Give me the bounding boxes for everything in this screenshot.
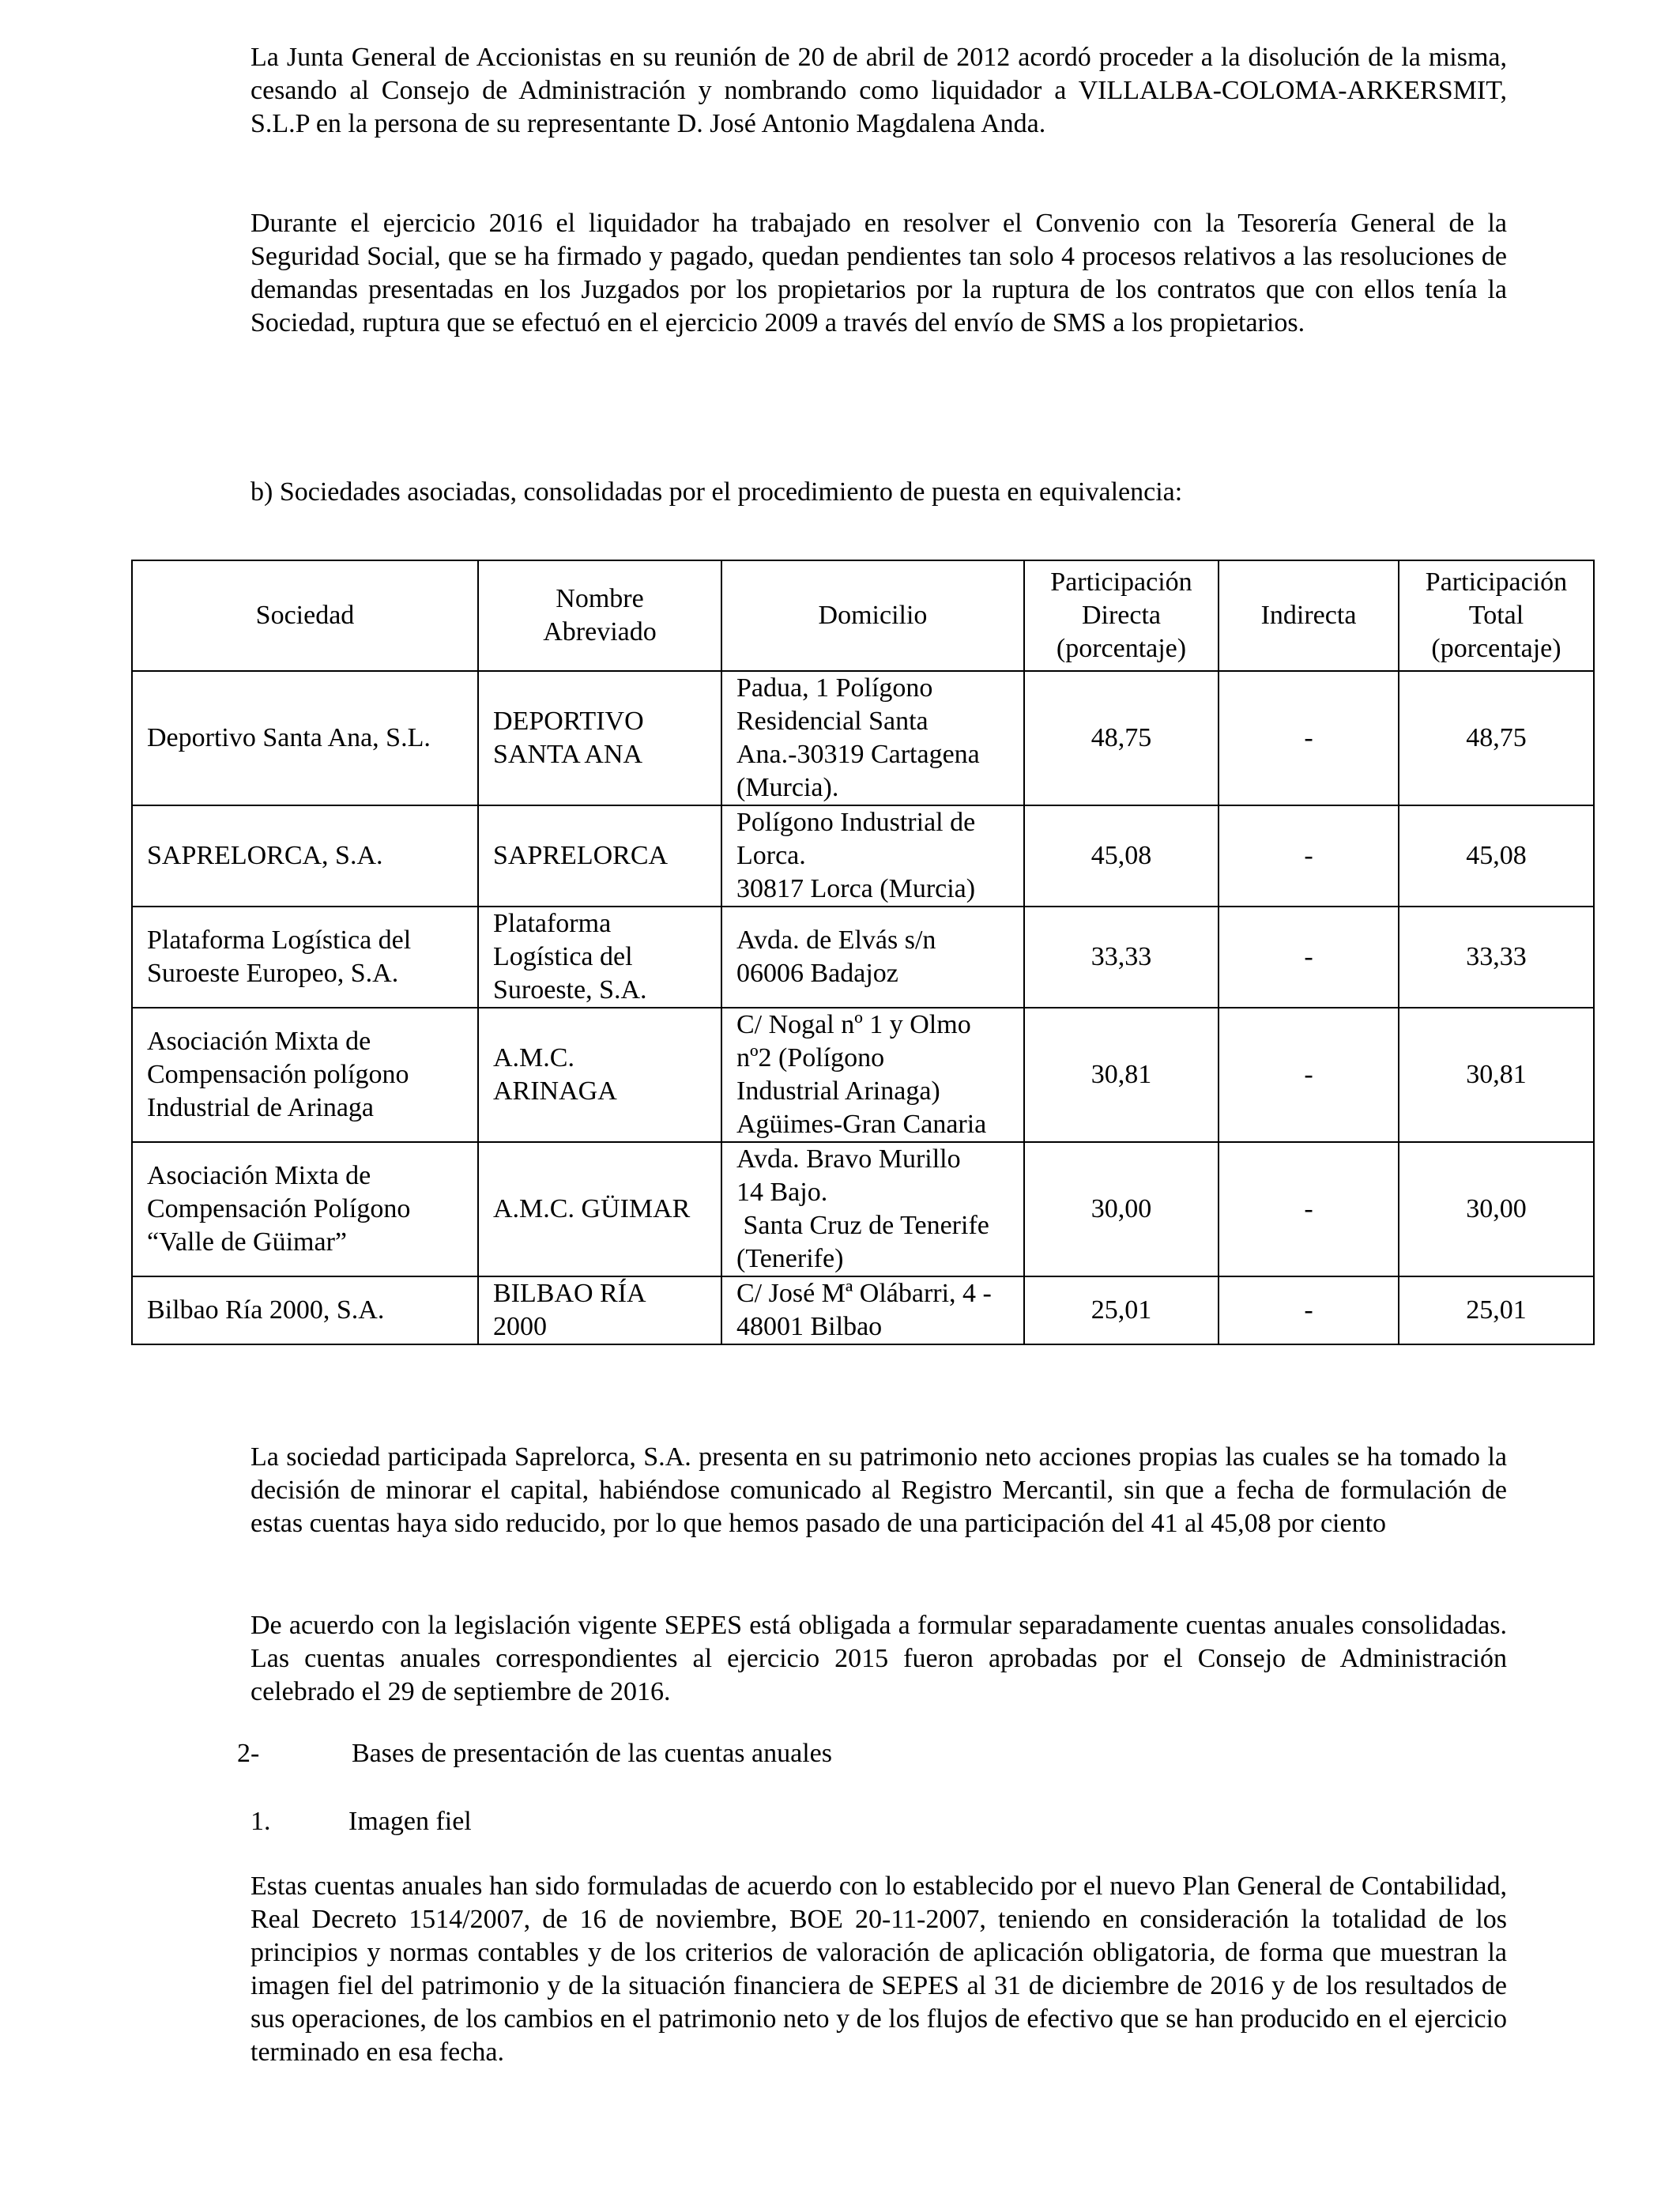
cell-domicilio-line: Polígono Industrial de	[736, 808, 976, 837]
cell-sociedad	[132, 671, 478, 805]
header-line: Directa	[1081, 601, 1162, 630]
header-domicilio: Domicilio	[721, 560, 1024, 671]
section-2-1-number: 1.	[250, 1807, 271, 1836]
cell-indirecta: -	[1219, 907, 1399, 1008]
section-2-1-title: Imagen fiel	[348, 1807, 472, 1836]
table-row	[132, 1142, 1594, 1276]
cell-domicilio-line: Padua, 1 Polígono	[736, 673, 933, 703]
cell-domicilio-line: 14 Bajo.	[736, 1178, 828, 1207]
cell-nombre-abreviado	[478, 1008, 721, 1142]
cell-domicilio	[721, 805, 1024, 907]
cell-domicilio-line: 48001 Bilbao	[736, 1312, 883, 1341]
cell-domicilio	[721, 1008, 1024, 1142]
cell-domicilio-line: Residencial Santa	[736, 707, 929, 736]
cell-indirecta: -	[1219, 1008, 1399, 1142]
cell-participacion-total: 25,01	[1399, 1276, 1594, 1344]
cell-nombre-abreviado-line: Suroeste, S.A.	[493, 975, 647, 1005]
section-b-intro: b) Sociedades asociadas, consolidadas por el procedimiento de puesta en equivalencia:	[250, 477, 1183, 507]
cell-domicilio-line: Ana.-30319 Cartagena	[736, 740, 980, 769]
header-line: Nombre	[556, 584, 644, 613]
cell-nombre-abreviado-line: SAPRELORCA	[493, 841, 669, 870]
cell-sociedad-line: Asociación Mixta de	[147, 1027, 371, 1056]
cell-indirecta: -	[1219, 671, 1399, 805]
table-row	[132, 671, 1594, 805]
cell-domicilio-line: Avda. Bravo Murillo	[736, 1144, 961, 1174]
header-participacion-directa	[1024, 560, 1219, 671]
cell-participacion-total: 30,00	[1399, 1142, 1594, 1276]
cell-nombre-abreviado-line: A.M.C. GÜIMAR	[493, 1194, 691, 1223]
cell-participacion-total: 45,08	[1399, 805, 1594, 907]
cell-domicilio	[721, 1142, 1024, 1276]
table-row	[132, 805, 1594, 907]
table-header-row	[132, 560, 1594, 671]
cell-domicilio-line: nº2 (Polígono	[736, 1043, 885, 1072]
cell-sociedad-line: Compensación polígono	[147, 1060, 409, 1089]
cell-domicilio-line: (Murcia).	[736, 773, 839, 802]
cell-domicilio	[721, 1276, 1024, 1344]
cell-sociedad	[132, 1008, 478, 1142]
cell-indirecta: -	[1219, 805, 1399, 907]
cell-domicilio-line: Avda. de Elvás s/n	[736, 925, 936, 955]
paragraph-saprelorca: La sociedad participada Saprelorca, S.A. presenta en su patrimonio neto acciones propias las cuales se ha tomado la decisión de minorar el capital, habiéndose comunicado al Registro Mercantil, sin que a fecha de formulación de estas cuentas haya sido reducido, por lo que hemos pasado de una participación del 41 al 45,08 por ciento	[250, 1442, 1507, 1538]
cell-domicilio	[721, 907, 1024, 1008]
cell-domicilio-line: Santa Cruz de Tenerife	[736, 1211, 989, 1240]
cell-nombre-abreviado	[478, 1276, 721, 1344]
cell-sociedad-line: Plataforma Logística del	[147, 925, 412, 955]
section-2-number: 2-	[237, 1739, 260, 1768]
cell-participacion-directa: 33,33	[1024, 907, 1219, 1008]
paragraph-imagen-fiel: Estas cuentas anuales han sido formuladas de acuerdo con lo establecido por el nuevo Plan General de Contabilidad, Real Decreto 1514/2007, de 16 de noviembre, BOE 20-11-2007, teniendo en consideración la totalidad de los principios y normas contables y de los criterios de valoración de aplicación obligatoria, de forma que muestran la imagen fiel del patrimonio y de la situación financiera de SEPES al 31 de diciembre de 2016 y de los resultados de sus operaciones, de los cambios en el patrimonio neto y de los flujos de efectivo que se han producido en el ejercicio terminado en esa fecha.	[250, 1872, 1507, 2067]
table-row	[132, 907, 1594, 1008]
cell-sociedad	[132, 805, 478, 907]
cell-participacion-total: 48,75	[1399, 671, 1594, 805]
cell-sociedad-line: Asociación Mixta de	[147, 1161, 371, 1190]
header-line: Participación	[1425, 567, 1568, 597]
cell-domicilio-line: 30817 Lorca (Murcia)	[736, 874, 976, 903]
cell-nombre-abreviado-line: Plataforma	[493, 909, 612, 938]
cell-nombre-abreviado	[478, 805, 721, 907]
cell-participacion-total: 30,81	[1399, 1008, 1594, 1142]
cell-participacion-total: 33,33	[1399, 907, 1594, 1008]
cell-sociedad	[132, 1276, 478, 1344]
cell-domicilio	[721, 671, 1024, 805]
cell-domicilio-line: (Tenerife)	[736, 1244, 844, 1273]
table-body	[132, 671, 1594, 1344]
table-row	[132, 1276, 1594, 1344]
cell-participacion-directa: 25,01	[1024, 1276, 1219, 1344]
cell-sociedad-line: Industrial de Arinaga	[147, 1093, 375, 1122]
header-line: Total	[1468, 601, 1524, 630]
cell-sociedad-line: Deportivo Santa Ana, S.L.	[147, 723, 431, 752]
associated-companies-table	[131, 560, 1595, 1345]
cell-participacion-directa: 30,00	[1024, 1142, 1219, 1276]
cell-indirecta: -	[1219, 1142, 1399, 1276]
header-line: (porcentaje)	[1431, 634, 1561, 663]
cell-sociedad-line: Bilbao Ría 2000, S.A.	[147, 1295, 385, 1325]
header-line: (porcentaje)	[1056, 634, 1187, 663]
cell-nombre-abreviado-line: 2000	[493, 1312, 547, 1341]
cell-domicilio-line: Agüimes-Gran Canaria	[736, 1110, 987, 1139]
header-indirecta: Indirecta	[1219, 560, 1399, 671]
section-2-title: Bases de presentación de las cuentas anuales	[352, 1739, 832, 1768]
cell-domicilio-line: Industrial Arinaga)	[736, 1076, 940, 1106]
paragraph-junta-general: La Junta General de Accionistas en su reunión de 20 de abril de 2012 acordó proceder a la disolución de la misma, cesando al Consejo de Administración y nombrando como liquidador a VILLALBA-COLOMA-ARKERSMIT, S.L.P en la persona de su representante D. José Antonio Magdalena Anda.	[250, 43, 1507, 138]
cell-domicilio-line: 06006 Badajoz	[736, 959, 898, 988]
header-line: Participación	[1050, 567, 1192, 597]
cell-domicilio-line: C/ Nogal nº 1 y Olmo	[736, 1010, 971, 1039]
cell-participacion-directa: 45,08	[1024, 805, 1219, 907]
cell-sociedad-line: SAPRELORCA, S.A.	[147, 841, 383, 870]
paragraph-ejercicio-2016: Durante el ejercicio 2016 el liquidador ha trabajado en resolver el Convenio con la Tesorería General de la Seguridad Social, que se ha firmado y pagado, quedan pendientes tan solo 4 procesos relativos a las resoluciones de demandas presentadas en los Juzgados por los propietarios por la ruptura de los contratos que con ellos tenía la Sociedad, ruptura que se efectuó en el ejercicio 2009 a través del envío de SMS a los propietarios.	[250, 209, 1507, 337]
cell-nombre-abreviado	[478, 671, 721, 805]
cell-domicilio-line: C/ José Mª Olábarri, 4 -	[736, 1279, 992, 1308]
cell-nombre-abreviado	[478, 907, 721, 1008]
cell-participacion-directa: 48,75	[1024, 671, 1219, 805]
cell-nombre-abreviado-line: ARINAGA	[493, 1076, 617, 1106]
cell-sociedad-line: Compensación Polígono	[147, 1194, 411, 1223]
cell-sociedad-line: Suroeste Europeo, S.A.	[147, 959, 399, 988]
paragraph-cuentas-consolidadas: De acuerdo con la legislación vigente SEPES está obligada a formular separadamente cuentas anuales consolidadas. Las cuentas anuales correspondientes al ejercicio 2015 fueron aprobadas por el Consejo de Administración celebrado el 29 de septiembre de 2016.	[250, 1611, 1507, 1706]
cell-nombre-abreviado-line: A.M.C.	[493, 1043, 574, 1072]
header-sociedad: Sociedad	[132, 560, 478, 671]
cell-sociedad	[132, 907, 478, 1008]
cell-nombre-abreviado-line: DEPORTIVO	[493, 707, 644, 736]
header-nombre-abreviado	[478, 560, 721, 671]
cell-sociedad-line: “Valle de Güimar”	[147, 1227, 347, 1257]
cell-nombre-abreviado	[478, 1142, 721, 1276]
header-participacion-total	[1399, 560, 1594, 671]
cell-indirecta: -	[1219, 1276, 1399, 1344]
cell-nombre-abreviado-line: Logística del	[493, 942, 633, 971]
cell-participacion-directa: 30,81	[1024, 1008, 1219, 1142]
cell-domicilio-line: Lorca.	[736, 841, 806, 870]
table-row	[132, 1008, 1594, 1142]
cell-nombre-abreviado-line: BILBAO RÍA	[493, 1279, 646, 1308]
cell-sociedad	[132, 1142, 478, 1276]
cell-nombre-abreviado-line: SANTA ANA	[493, 740, 643, 769]
header-line: Abreviado	[543, 617, 657, 647]
